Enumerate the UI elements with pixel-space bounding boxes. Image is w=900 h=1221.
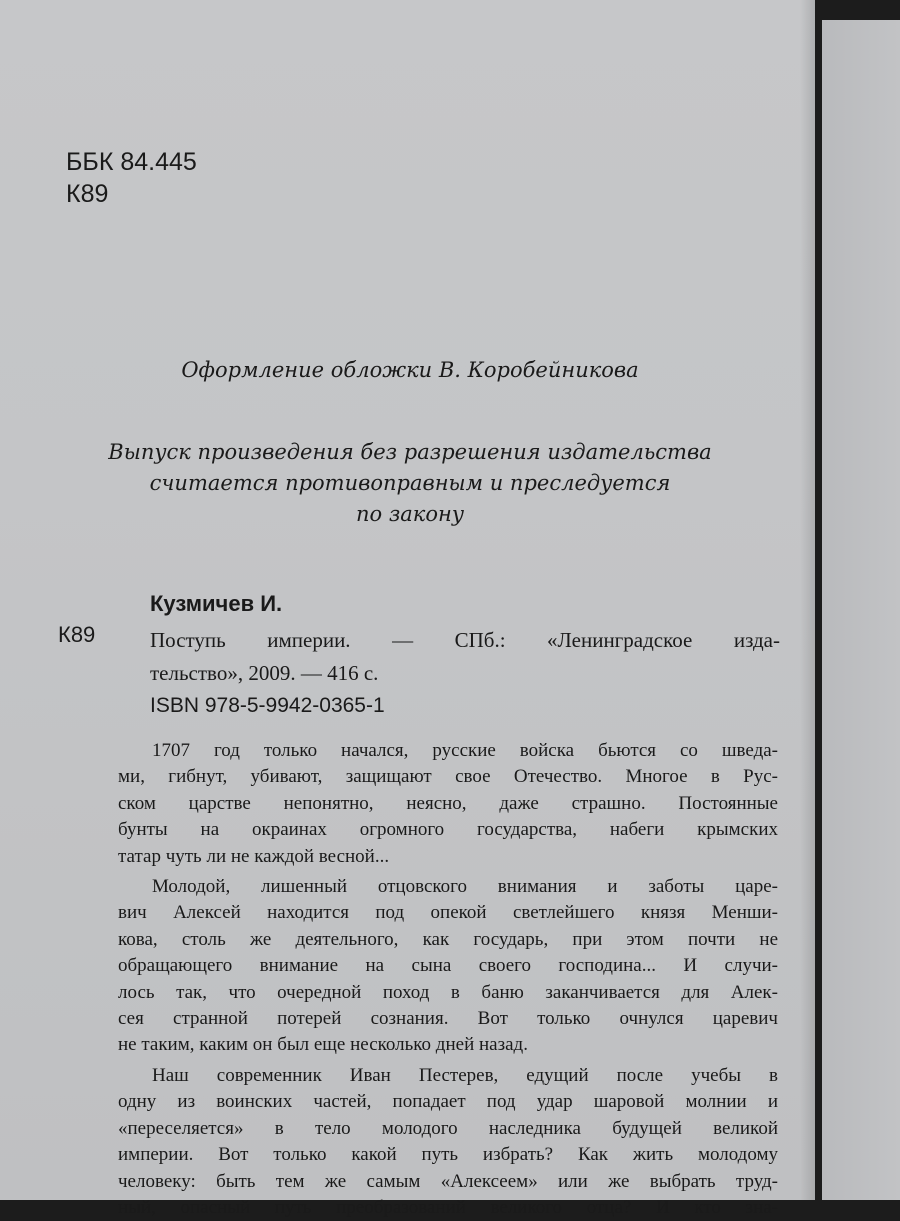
- text-line: «переселяется» в тело молодого наследника будущей великой: [118, 1117, 778, 1139]
- warning-line: по закону: [355, 502, 464, 526]
- warning-line: считается противоправным и преследуется: [149, 471, 671, 495]
- page-edge-shadow: [800, 0, 815, 1200]
- copyright-warning: [60, 437, 760, 530]
- warning-line: Выпуск произведения без разрешения издательства: [108, 440, 712, 464]
- text-line: ском царстве непонятно, неясно, даже страшно. Постоянные: [118, 792, 778, 814]
- catalog-code: К89: [58, 622, 96, 647]
- classification-block: [66, 146, 197, 210]
- isbn: ISBN 978-5-9942-0365-1: [150, 694, 385, 717]
- bibliographic-description: [150, 624, 780, 690]
- adjacent-page: [822, 20, 900, 1200]
- bibliographic-line: тельство», 2009. — 416 с.: [150, 661, 379, 685]
- text-line: сея странной потерей сознания. Вот только очнулся царевич: [118, 1008, 778, 1030]
- catalog-author: Кузмичев И.: [150, 591, 283, 616]
- text-line: одну из воинских частей, попадает под удар шаровой молнии и: [118, 1091, 778, 1113]
- text-line: вич Алексей находится под опекой светлейшего князя Менши-: [118, 902, 778, 924]
- text-line: лось так, что очередной поход в баню заканчивается для Алек-: [118, 981, 778, 1003]
- annotation-paragraph: [118, 874, 778, 1059]
- text-line: кова, столь же деятельного, как государь, при этом почти не: [118, 928, 778, 950]
- annotation: [118, 738, 778, 1221]
- text-line: 1707 год только начался, русские войска бьются со шведа-: [152, 740, 778, 761]
- annotation-paragraph: [118, 738, 778, 870]
- annotation-paragraph: [118, 1063, 778, 1221]
- text-line: Наш современник Иван Пестерев, едущий после учебы в: [152, 1064, 778, 1086]
- text-line: человеку: быть тем же самым «Алексеем» или же выбрать труд-: [118, 1170, 778, 1192]
- author-mark: К89: [66, 180, 109, 208]
- text-line: татар чуть ли не каждой весной...: [118, 845, 390, 867]
- cover-design-credit: Оформление обложки В. Коробейникова: [181, 358, 639, 382]
- text-line: Молодой, лишенный отцовского внимания и заботы царе-: [152, 876, 778, 898]
- text-line: империи. Вот только какой путь избрать? Как жить молодому: [118, 1144, 778, 1166]
- text-line: обращающего внимание на сына своего господина... И случи-: [118, 955, 778, 977]
- text-line: не таким, каким он был еще несколько дней назад.: [118, 1034, 528, 1056]
- text-line: ми, гибнут, убивают, защищают свое Отечество. Многое в Рус-: [118, 766, 778, 788]
- text-line: бунты на окраинах огромного государства, набеги крымских: [118, 819, 778, 841]
- text-line: ный, опасный путь преобразований великого отца? И кто зна-: [118, 1196, 778, 1218]
- bibliographic-line: Поступь империи. — СПб.: «Ленинградское изда-: [150, 628, 780, 652]
- bbk-code: ББК 84.445: [66, 148, 197, 176]
